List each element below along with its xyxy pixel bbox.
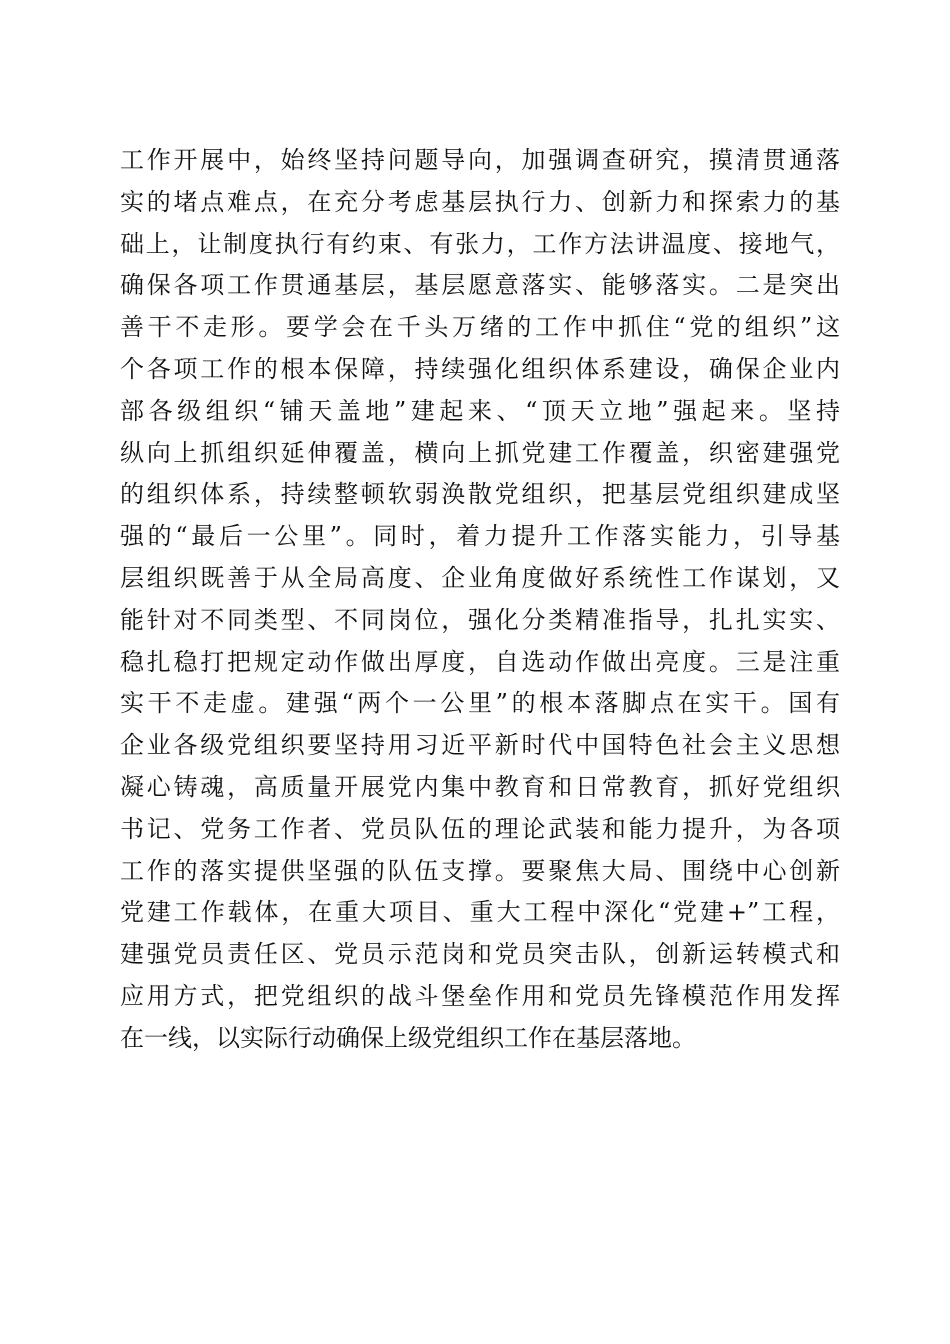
text-line: 础上，让制度执行有约束、有张力，工作方法讲温度、接地气， xyxy=(120,229,840,258)
text-line: 个各项工作的根本保障，持续强化组织体系建设，确保企业内 xyxy=(120,354,840,383)
text-line: 善干不走形。要学会在千头万绪的工作中抓住“党的组织”这 xyxy=(120,313,840,342)
text-line: 部各级组织“铺天盖地”建起来、“顶天立地”强起来。坚持 xyxy=(120,396,840,425)
text-line: 实的堵点难点，在充分考虑基层执行力、创新力和探索力的基 xyxy=(120,187,840,216)
text-line: 实干不走虚。建强“两个一公里”的根本落脚点在实干。国有 xyxy=(120,689,840,718)
text-line: 应用方式，把党组织的战斗堡垒作用和党员先锋模范作用发挥 xyxy=(120,981,840,1010)
text-line: 层组织既善于从全局高度、企业角度做好系统性工作谋划，又 xyxy=(120,563,840,592)
text-line: 企业各级党组织要坚持用习近平新时代中国特色社会主义思想 xyxy=(120,731,840,760)
text-line: 能针对不同类型、不同岗位，强化分类精准指导，扎扎实实、 xyxy=(120,605,840,634)
text-line: 建强党员责任区、党员示范岗和党员突击队，创新运转模式和 xyxy=(120,940,840,969)
text-line: 工作开展中，始终坚持问题导向，加强调查研究，摸清贯通落 xyxy=(120,146,840,174)
text-line: 党建工作载体，在重大项目、重大工程中深化“党建+”工程， xyxy=(120,898,840,927)
text-line: 在一线，以实际行动确保上级党组织工作在基层落地。 xyxy=(120,1023,696,1052)
text-line: 纵向上抓组织延伸覆盖，横向上抓党建工作覆盖，织密建强党 xyxy=(120,438,840,467)
text-line: 工作的落实提供坚强的队伍支撑。要聚焦大局、围绕中心创新 xyxy=(120,856,840,885)
text-line: 书记、党务工作者、党员队伍的理论武装和能力提升，为各项 xyxy=(120,814,840,843)
text-line: 的组织体系，持续整顿软弱涣散党组织，把基层党组织建成坚 xyxy=(120,480,840,509)
text-line: 强的“最后一公里”。同时，着力提升工作落实能力，引导基 xyxy=(120,522,840,551)
text-line: 确保各项工作贯通基层，基层愿意落实、能够落实。二是突出 xyxy=(120,271,840,300)
text-line: 凝心铸魂，高质量开展党内集中教育和日常教育，抓好党组织 xyxy=(120,772,840,801)
text-line: 稳扎稳打把规定动作做出厚度，自选动作做出亮度。三是注重 xyxy=(120,647,840,676)
body-paragraph xyxy=(120,140,840,1060)
